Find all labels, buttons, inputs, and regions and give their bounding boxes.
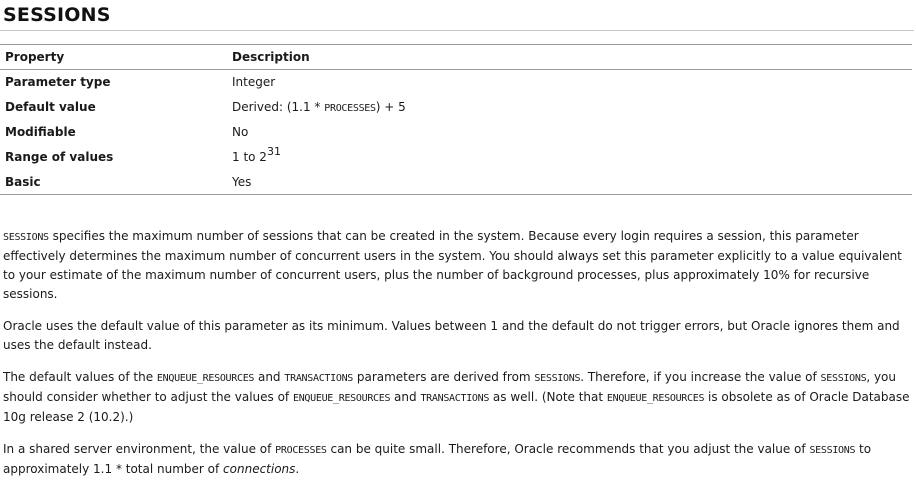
table-header-row — [0, 45, 912, 70]
code-enqueue-resources: ENQUEUE_RESOURCES — [292, 393, 391, 404]
table-row-default-value — [0, 95, 912, 120]
property-name: Modifiable — [5, 125, 76, 139]
code-transactions: TRANSACTIONS — [284, 373, 354, 384]
paragraph-derived-parameters — [3, 368, 913, 427]
code-processes: PROCESSES — [275, 445, 327, 456]
paragraph-text: . Therefore, if you increase the value of — [580, 370, 821, 384]
default-value-prefix: Derived: (1.1 * — [232, 100, 325, 114]
column-header-property: Property — [5, 50, 65, 64]
parameter-properties-table — [0, 44, 912, 195]
paragraph-text: The default values of the — [3, 370, 157, 384]
page-title: SESSIONS — [0, 0, 914, 31]
paragraph-text: In a shared server environment, the value of — [3, 442, 276, 456]
paragraph-text: . — [295, 462, 300, 476]
code-sessions: SESSIONS — [809, 445, 856, 456]
property-value — [227, 95, 912, 120]
property-name: Default value — [5, 100, 96, 114]
table-row-modifiable — [0, 120, 912, 145]
column-header-description: Description — [232, 50, 310, 64]
description-body — [3, 227, 913, 492]
paragraph-text: can be quite small. Therefore, Oracle recommends that you adjust the value of — [326, 442, 810, 456]
range-base: 1 to 2 — [232, 150, 267, 164]
code-enqueue-resources: ENQUEUE_RESOURCES — [606, 393, 705, 404]
default-value-suffix: ) + 5 — [375, 100, 406, 114]
paragraph-text: to approximately 1.1 * total number of — [3, 442, 872, 476]
code-enqueue-resources: ENQUEUE_RESOURCES — [156, 373, 255, 384]
property-value — [227, 145, 912, 170]
code-sessions: SESSIONS — [820, 373, 867, 384]
table-row-basic — [0, 170, 912, 195]
paragraph-text: as well. (Note that — [489, 390, 607, 404]
paragraph-text: is obsolete as of Oracle Database 10g release 2 (10.2).) — [3, 390, 910, 424]
code-sessions: SESSIONS — [534, 373, 581, 384]
code-transactions: TRANSACTIONS — [420, 393, 490, 404]
emphasis-connections: connections — [223, 462, 296, 476]
paragraph-text: , you should consider whether to adjust the values of — [3, 370, 896, 404]
property-value: No — [232, 125, 249, 139]
range-exponent: 31 — [266, 145, 281, 158]
paragraph-text: specifies the maximum number of sessions that can be created in the system. Because every login requires a session, this parameter effectively determines the maximum number of concurrent users in the system. You should always set this parameter explicitly to a value equivalent to your estimate of the maximum number of concurrent users, plus the number of background processes, plus approximately 10% for recursive sessions. — [3, 229, 902, 301]
paragraph-shared-server — [3, 440, 913, 479]
property-name: Parameter type — [5, 75, 111, 90]
paragraph-default-minimum: Oracle uses the default value of this parameter as its minimum. Values between 1 and the default do not trigger errors, but Oracle ignores them and uses the default instead. — [3, 319, 900, 352]
paragraph-sessions-definition — [3, 227, 913, 304]
property-name: Range of values — [5, 150, 114, 164]
property-name: Basic — [5, 174, 41, 189]
code-sessions: SESSIONS — [3, 232, 49, 243]
property-value: Yes — [232, 174, 252, 189]
table-row-parameter-type — [0, 70, 912, 95]
paragraph-text: parameters are derived from — [353, 370, 535, 384]
paragraph-text: and — [390, 390, 421, 404]
property-value: Integer — [232, 75, 276, 90]
paragraph-text: and — [254, 370, 285, 384]
code-processes: PROCESSES — [324, 103, 376, 114]
table-row-range-of-values — [0, 145, 912, 170]
